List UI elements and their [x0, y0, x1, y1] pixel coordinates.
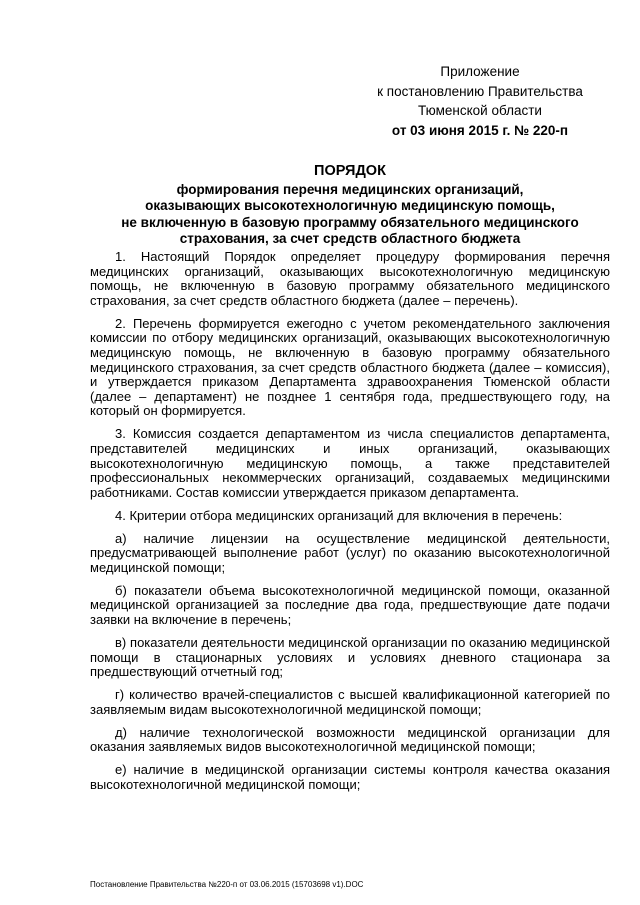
criterion-d: г) количество врачей-специалистов с высшей квалификационной категорией по заявляемым видам высокотехнологичной медицинской помощи; [90, 687, 610, 717]
appendix-date-number: от 03 июня 2015 г. № 220-п [391, 122, 569, 138]
title-line-1: формирования перечня медицинских организаций, [176, 181, 524, 197]
paragraph-2: 2. Перечень формируется ежегодно с учетом рекомендательного заключения комиссии по отбору медицинских организаций, оказывающих высокотехнологичную медицинскую помощь, не включенную в базовую программу обязательного медицинского страхования, за счет средств областного бюджета (далее – комиссия), и утверждается приказом Департамента здравоохранения Тюменской области (далее – департамент) не позднее 1 сентября года, предшествующего году, на который он формируется. [90, 315, 610, 419]
title-heading: ПОРЯДОК [314, 163, 386, 179]
criterion-f: е) наличие в медицинской организации системы контроля качества оказания высокотехнологичной медицинской помощи; [90, 762, 610, 792]
document-body [90, 250, 610, 801]
paragraph-3: 3. Комиссия создается департаментом из числа специалистов департамента, представителей медицинских и иных организаций, оказывающих высокотехнологичную медицинскую помощь, а также представителей профессиональных некоммерческих организаций, создаваемых медицинскими работниками. Состав комиссии утверждается приказом департамента. [90, 426, 610, 500]
appendix-block [360, 62, 600, 140]
criterion-a: а) наличие лицензии на осуществление медицинской деятельности, предусматривающей выполнение работ (услуг) по оказанию высокотехнологичной медицинской помощи; [90, 530, 610, 575]
criterion-c: в) показатели деятельности медицинской организации по оказанию медицинской помощи в стационарных условиях и условиях дневного стационара за предшествующий отчетный год; [90, 635, 610, 680]
appendix-decree-ref: к постановлению Правительства [377, 83, 583, 99]
title-line-4: страхования, за счет средств областного бюджета [179, 231, 521, 246]
title-line-2: оказывающих высокотехнологичную медицинскую помощь, [145, 198, 555, 213]
paragraph-1: 1. Настоящий Порядок определяет процедуру формирования перечня медицинских организаций, оказывающих высокотехнологичную медицинскую помощь, не включенную в базовую программу обязательного медицинского страхования, за счет средств областного бюджета (далее – перечень). [90, 249, 610, 308]
document-title [90, 163, 610, 248]
appendix-region: Тюменской области [418, 103, 542, 118]
criterion-b: б) показатели объема высокотехнологичной медицинской помощи, оказанной медицинской организацией за последние два года, предшествующие дате подачи заявки на включение в перечень; [90, 582, 610, 628]
criterion-e: д) наличие технологической возможности медицинской организации для оказания заявляемых видов высокотехнологичной медицинской помощи; [90, 724, 610, 755]
paragraph-4: 4. Критерии отбора медицинских организаций для включения в перечень: [115, 507, 563, 523]
page-footer: Постановление Правительства №220-п от 03.06.2015 (15703698 v1).DOC [90, 880, 364, 889]
title-line-3: не включенную в базовую программу обязательного медицинского [121, 214, 579, 230]
appendix-label: Приложение [440, 64, 520, 79]
